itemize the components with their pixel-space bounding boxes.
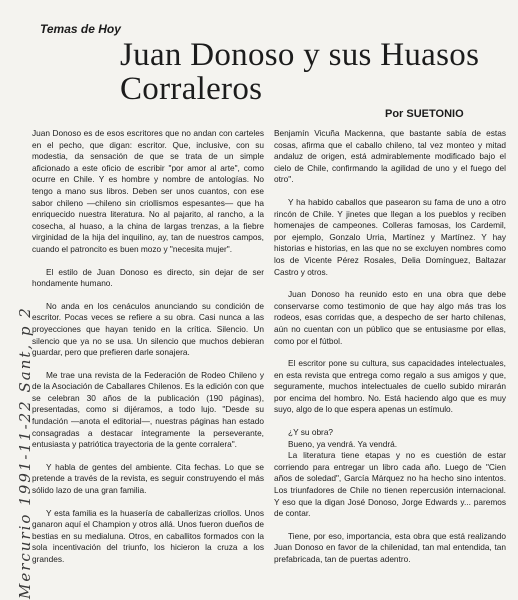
article-column-left bbox=[32, 128, 264, 577]
handwritten-margin-note: Mercurio 1991-11-22 Sant, p 2 bbox=[16, 306, 34, 599]
paragraph: Y habla de gentes del ambiente. Cita fechas. Lo que se pretende a través de la revista, es seguir construyendo el más sólido lazo de una gran familia. bbox=[32, 461, 264, 496]
paragraph: Y ha habido caballos que pasearon su fama de uno a otro rincón de Chile. Y jinetes que llegan a los pueblos y reciben homenajes de campeones. Colleras famosas, los Cardemil, por ejemplo, Gonzalo Urria, Martínez y Martínez. Y hay historias e historias, en las que no se excluyen nombres como los de Vicente Pérez Rosales, Delia Domínguez, Baltazar Castro y otros. bbox=[274, 196, 506, 277]
byline: Por SUETONIO bbox=[385, 108, 464, 120]
paragraph: No anda en los cenáculos anunciando su condición de escritor. Pocas veces se refiere a su obra. Casi nunca a las proyecciones que hayan tenido en la crítica. Silencio. Un silencio que ya no se usa. Un silencio que muchos debieran guardar, pero que prefieren darle sonajera. bbox=[32, 300, 264, 358]
article-column-right bbox=[274, 128, 506, 577]
section-label: Temas de Hoy bbox=[40, 22, 121, 36]
paragraph: ¿Y su obra? bbox=[288, 427, 334, 438]
paragraph: Juan Donoso ha reunido esto en una obra que debe conservarse como testimonio de que hay algo más tras los rodeos, esas corridas que, a despecho de ser harto chilenas, aún no cuentan con un público que se entusiasme por ellas, como por el fútbol. bbox=[274, 289, 506, 346]
paragraph: Bueno, ya vendrá. Ya vendrá. bbox=[288, 438, 398, 449]
paragraph: Benjamín Vicuña Mackenna, que bastante sabía de estas cosas, afirma que el caballo chileno, tal vez monteo y mitad andaluz de origen, está admirablemente modificado bajo el cielo de Chile, confirmando la agilidad de uno y el fuego del otro". bbox=[274, 128, 506, 185]
paragraph: El estilo de Juan Donoso es directo, sin dejar de ser hondamente humano. bbox=[32, 266, 264, 289]
paragraph: Tiene, por eso, importancia, esta obra que está realizando Juan Donoso en favor de la chilenidad, tan mal entendida, tan prefabricada, tan de puertas adentro. bbox=[274, 530, 506, 564]
paragraph: El escritor pone su cultura, sus capacidades intelectuales, en esta revista que entrega como regalo a sus amigos y que, seguramente, muchos intelectuales de cuello subido mirarán por encima del hombro. No. Está haciendo algo que es muy suyo, algo de lo que espera apenas un estímulo. bbox=[274, 358, 506, 415]
article-title: Juan Donoso y sus Huasos Corraleros bbox=[120, 37, 480, 107]
paragraph: Y esta familia es la huasería de caballerizas criollos. Unos ganaron aquí el Champion y otros allá. Unos fueron dueños de bestias en su medialuna. Otros, en caballitos formados con la sola incentivación del triunfo, los hicieron la cruza a los grandes. bbox=[32, 507, 264, 564]
paragraph: Me trae una revista de la Federación de Rodeo Chileno y de la Asociación de Caballares Chilenos. Es la edición con que se celebran 30 años de la publicación (190 páginas), presentadas, como si dijéramos, a todo lujo. "Desde su fundación —anota el editorial—, nuestras páginas han estado consagradas a destacar íntegramente la perseverante, entusiasta y patriótica trayectoria de la gente corralera". bbox=[32, 369, 264, 450]
paragraph: La literatura tiene etapas y no es cuestión de estar corriendo para entregar un libro cada año. Luego de "Cien años de soledad", García Márquez no ha hecho sino intentos. Los triunfadores de Chile no tienen repercusión internacional. Y eso que la digan José Donoso, Jorge Edwards y... paremos de contar. bbox=[274, 450, 506, 519]
paragraph: Juan Donoso es de esos escritores que no andan con carteles en el pecho, que digan: escritor. Que, inclusive, con su modestia, da sensación de que se trata de un simple aficionado a este oficio de escribir "por amor al arte", como ocurre en Chile. Y es hombre y nombre de antologías. No tengo a mano sus libros. Deben ser unos cuantos, con ese sabor chileno —chileno sin criollismos espesantes— que ha enriquecido nuestra literatura. No al pajarito, al rancho, a la cosecha, al huaso, a la china de largas trenzas, a la fiebre virginidad de la hija del inquilino, ay, tan de nuestros campos, cuando el patroncito es buen mozo y "necesita mujer". bbox=[32, 128, 264, 254]
